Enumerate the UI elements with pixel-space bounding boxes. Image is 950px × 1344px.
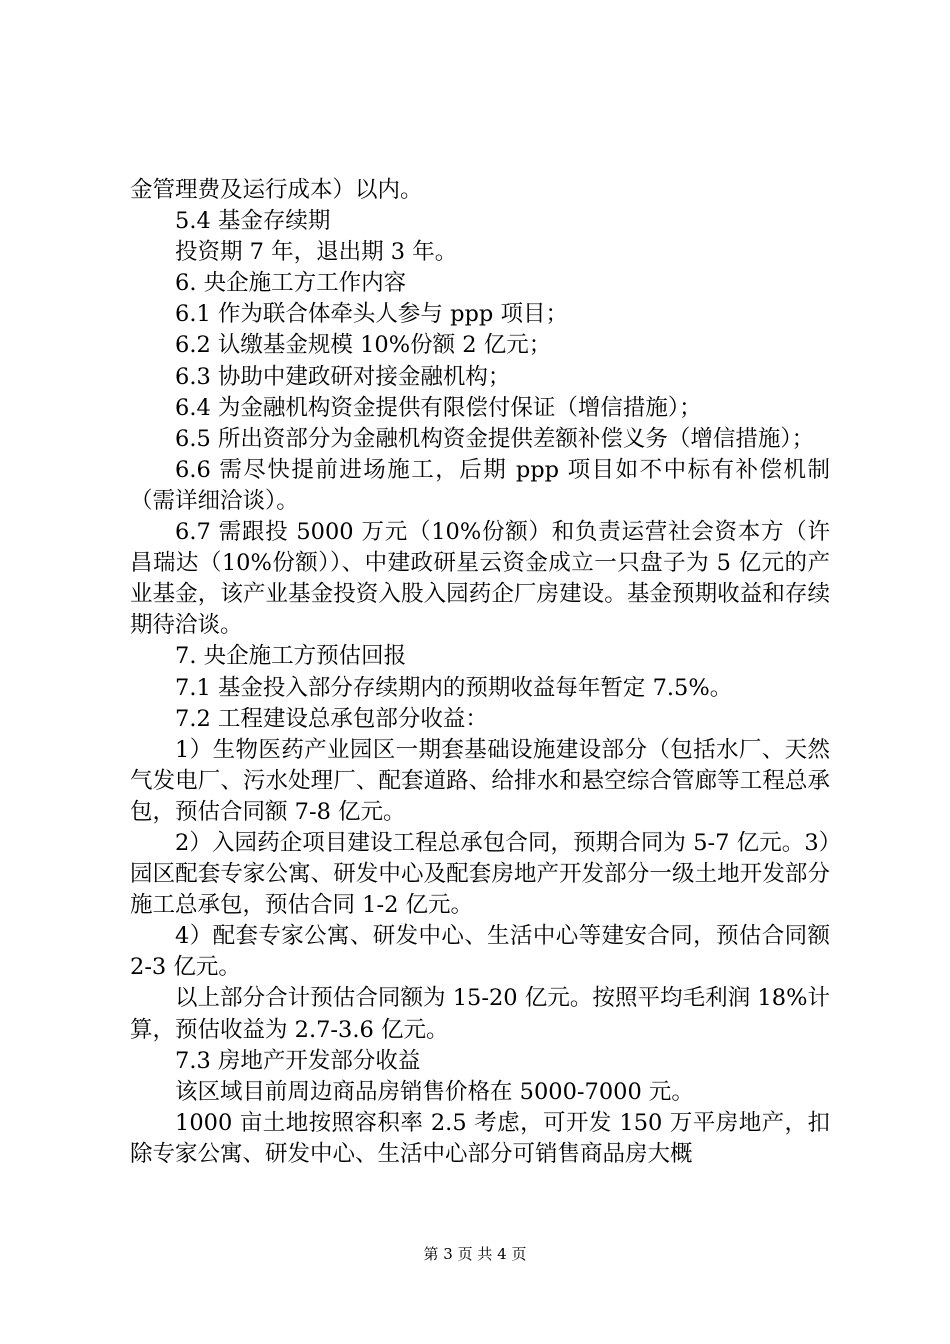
paragraph: 金管理费及运行成本）以内。 xyxy=(130,177,423,203)
list-item: 6.3 协助中建政研对接金融机构； xyxy=(175,363,511,390)
page-footer: 第 3 页 共 4 页 xyxy=(423,1245,527,1263)
list-item: 6.7 需跟投 5000 万元（10%份额）和负责运营社会资本方（许昌瑞达（10%份额））、中建政研星云资金成立一只盘子为 5 亿元的产业基金，该产业基金投资入股入园药企厂房建设。基金预期收益和存续期待洽谈。 xyxy=(130,519,830,639)
list-item: 6.2 认缴基金规模 10%份额 2 亿元； xyxy=(175,332,552,359)
list-item: 1）生物医药产业园区一期套基础设施建设部分（包括水厂、天然气发电厂、污水处理厂、配套道路、给排水和悬空综合管廊等工程总承包，预估合同额 7-8 亿元。 xyxy=(130,736,830,825)
paragraph: 以上部分合计预估合同额为 15-20 亿元。按照平均毛利润 18%计算，预估收益为 2.7-3.6 亿元。 xyxy=(130,985,830,1043)
section-heading: 7. 央企施工方预估回报 xyxy=(175,643,407,670)
paragraph: 投资期 7 年，退出期 3 年。 xyxy=(175,239,458,266)
list-item: 2）入园药企项目建设工程总承包合同，预期合同为 5-7 亿元。3）园区配套专家公寓、研发中心及配套房地产开发部分一级土地开发部分施工总承包，预估合同 1-2 亿元。 xyxy=(130,829,830,919)
list-item: 7.1 基金投入部分存续期内的预期收益每年暂定 7.5%。 xyxy=(175,674,733,701)
list-item: 6.6 需尽快提前进场施工，后期 ppp 项目如不中标有补偿机制（需详细洽谈）。 xyxy=(130,456,830,514)
paragraph: 1000 亩土地按照容积率 2.5 考虑，可开发 150 万平房地产，扣除专家公寓、研发中心、生活中心部分可销售商品房大概 xyxy=(130,1109,830,1167)
list-item: 6.5 所出资部分为金融机构资金提供差额补偿义务（增信措施）； xyxy=(175,425,815,452)
list-item: 7.3 房地产开发部分收益 xyxy=(175,1047,421,1074)
list-item: 6.4 为金融机构资金提供有限偿付保证（增信措施）； xyxy=(175,394,702,421)
section-heading: 6. 央企施工方工作内容 xyxy=(175,270,407,297)
list-item: 6.1 作为联合体牵头人参与 ppp 项目； xyxy=(175,301,568,328)
list-item: 4）配套专家公寓、研发中心、生活中心等建安合同，预估合同额 2-3 亿元。 xyxy=(130,923,830,981)
section-heading: 5.4 基金存续期 xyxy=(175,208,331,235)
document-body xyxy=(130,175,830,1170)
paragraph: 该区域目前周边商品房销售价格在 5000-7000 元。 xyxy=(175,1078,694,1105)
list-item: 7.2 工程建设总承包部分收益： xyxy=(175,705,488,732)
